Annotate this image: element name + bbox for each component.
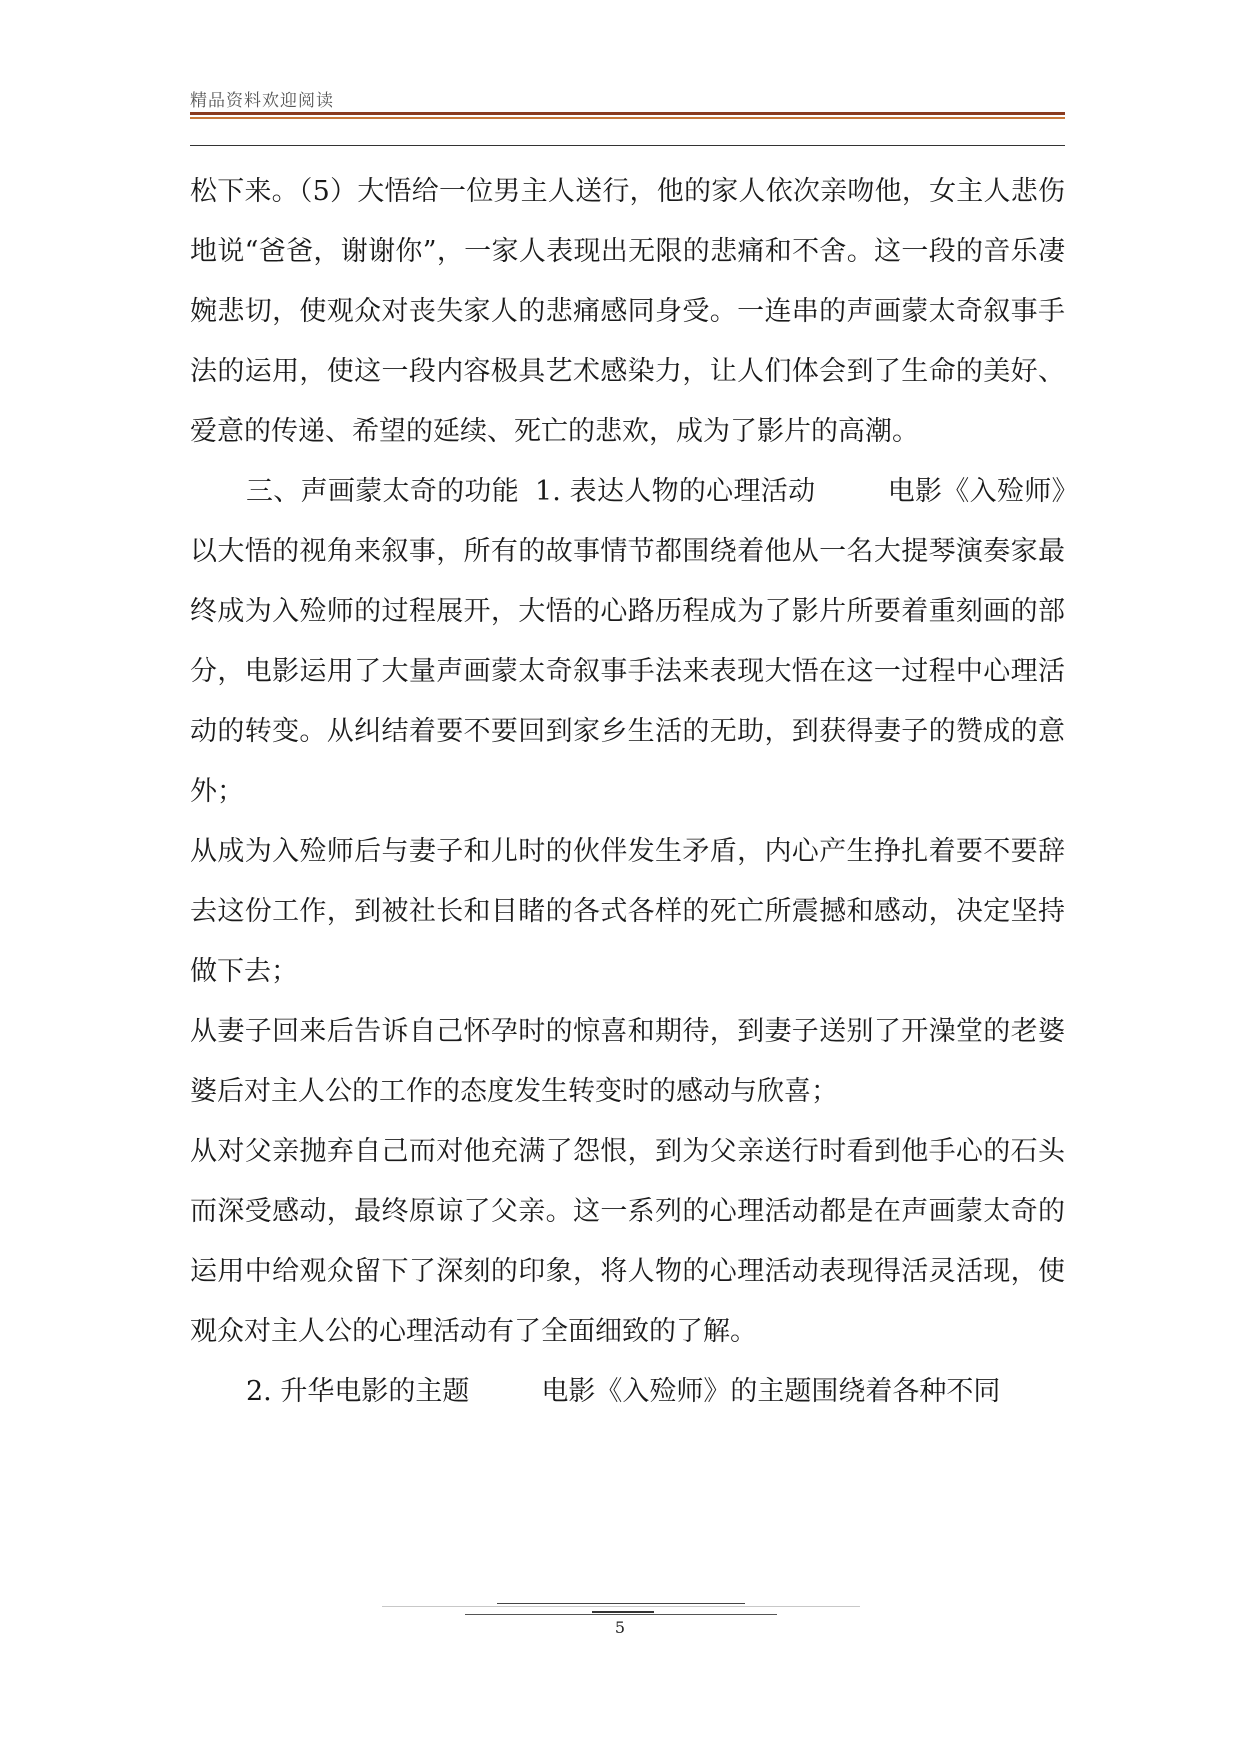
subsection-heading: 1. 表达人物的心理活动 — [535, 476, 816, 507]
section-text-2: 电影《入殓师》的主题围绕着各种不同 — [541, 1376, 1001, 1407]
paragraph-section-3 — [190, 462, 1065, 822]
paragraph-continuation: 松下来。（5）大悟给一位男主人送行，他的家人依次亲吻他，女主人悲伤地说“爸爸，谢谢你”，一家人表现出无限的悲痛和不舍。这一段的音乐凄婉悲切，使观众对丧失家人的悲痛感同身受。一连串的声画蒙太奇叙事手法的运用，使这一段内容极具艺术感染力，让人们体会到了生命的美好、爱意的传递、希望的延续、死亡的悲欢，成为了影片的高潮。 — [190, 176, 1065, 447]
paragraph-wife: 从妻子回来后告诉自己怀孕时的惊喜和期待，到妻子送别了开澡堂的老婆婆后对主人公的工作的态度发生转变时的感动与欣喜； — [190, 1016, 1065, 1107]
paragraph-father: 从对父亲抛弃自己而对他充满了怨恨，到为父亲送行时看到他手心的石头而深受感动，最终原谅了父亲。这一系列的心理活动都是在声画蒙太奇的运用中给观众留下了深刻的印象，将人物的心理活动表现得活灵活现，使观众对主人公的心理活动有了全面细致的了解。 — [190, 1136, 1065, 1347]
document-body — [190, 162, 1065, 1422]
paragraph-conflict: 从成为入殓师后与妻子和儿时的伙伴发生矛盾，内心产生挣扎着要不要辞去这份工作，到被社长和目睹的各式各样的死亡所震撼和感动，决定坚持做下去； — [190, 836, 1065, 987]
footer-rule-upper — [497, 1603, 745, 1604]
header-rule-accent — [190, 117, 1065, 119]
section-text: 电影《入殓师》以大悟的视角来叙事，所有的故事情节都围绕着他从一名大提琴演奏家最终成为入殓师的过程展开，大悟的心路历程成为了影片所要着重刻画的部分，电影运用了大量声画蒙太奇叙事手法来表现大悟在这一过程中心理活动的转变。从纠结着要不要回到家乡生活的无助，到获得妻子的赞成的意外； — [190, 476, 1066, 807]
section-heading: 三、声画蒙太奇的功能 — [246, 476, 520, 507]
page-header-title: 精品资料欢迎阅读 — [190, 91, 334, 111]
footer-rule-dash — [592, 1611, 654, 1613]
header-rule-thick — [190, 112, 1065, 115]
page-number: 5 — [614, 1618, 626, 1637]
header-rule-thin — [190, 145, 1065, 146]
subsection-heading-2: 2. 升华电影的主题 — [246, 1376, 470, 1407]
paragraph-section-4 — [190, 1362, 1065, 1422]
footer-rule-lower — [465, 1614, 777, 1615]
footer-rule-wide — [382, 1606, 860, 1607]
